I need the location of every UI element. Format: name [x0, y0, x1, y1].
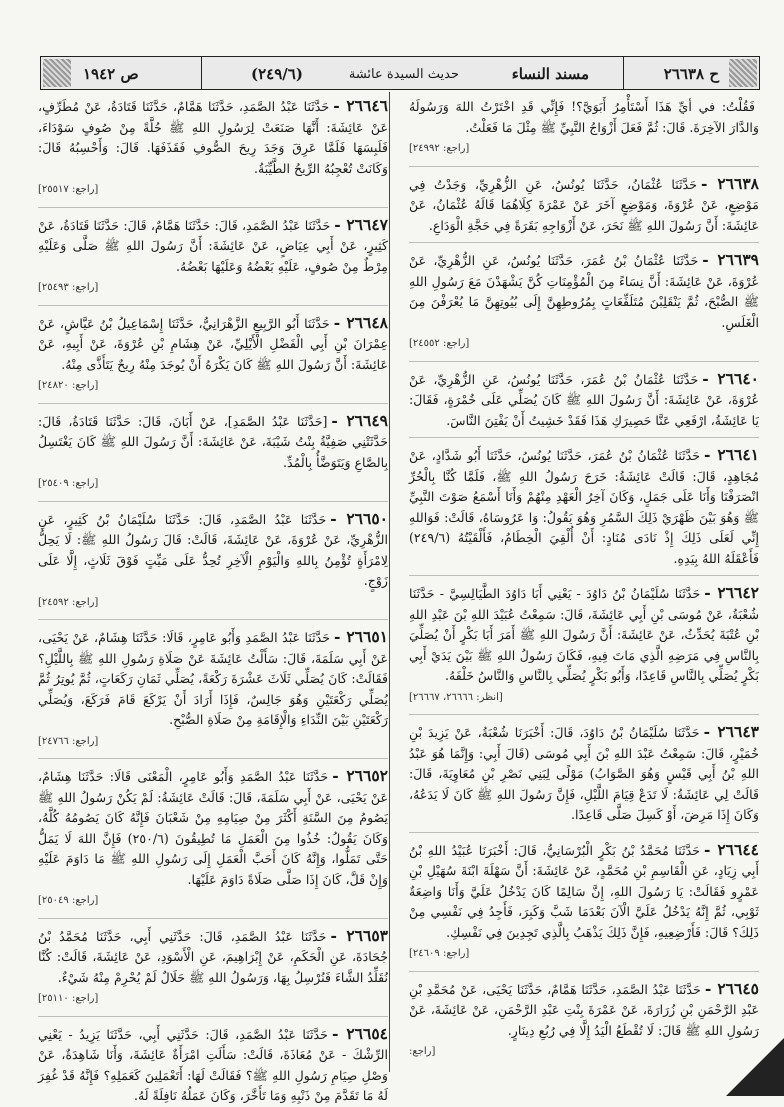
entry-separator [409, 714, 759, 715]
hadith-paragraph [38, 509, 388, 614]
hadith-number: ٢٦٦٤٢ - [704, 583, 759, 602]
hadith-paragraph [409, 96, 759, 160]
hadith-number: ٢٦٦٥٤ - [331, 1023, 388, 1043]
hadith-number: ٢٦٦٤٨ - [333, 312, 388, 332]
chapter-title: حديث السيدة عائشة [348, 67, 459, 82]
hadith-text: حَدَّثَنَا عَبْدُ الصَّمَدِ، قَالَ: حَدَّثَنِي أَبِي، حَدَّثَنَا يَزِيدُ - يَعْنِي الرِّشْكَ - عَنْ مُعَاذَةَ، قَالَتْ: سَأَلَتِ امْرَأَةٌ عَائِشَةَ، وَأَنَا شَاهِدَةٌ، عَنْ وَصْلِ صِيَامِ رَسُولِ اللهِ ﷺ؟ فَقَالَتْ لَهَا: أَتَعْمَلِينَ كَعَمَلِهِ؟ فَإِنَّهُ قَدْ غُفِرَ لَهُ مَا تَقَدَّمَ مِنْ ذَنْبِهِ وَمَا تَأَخَّرَ، وَكَانَ عَمَلُهُ نَافِلَةً لَهُ. [38, 1026, 388, 1103]
entry-separator [409, 575, 759, 576]
right-column [409, 96, 759, 1071]
hadith-text: حَدَّثَنَا عُثْمَانُ، حَدَّثَنَا يُونُسُ، عَنِ الزُّهْرِيِّ، وَجَدْتُ فِي مَوْضِعٍ، عَنْ عُرْوَةَ، وَمَوْضِعٍ آخَرَ عَنْ عَمْرَةَ كِلَاهُمَا قَالَهُ عُثْمَانُ، عَنْ عَائِشَةَ: أَنَّ رَسُولَ اللهِ ﷺ نَحَرَ، عَنْ أَزْوَاجِهِ بَقَرَةً فِي حَجَّةِ الْوَدَاعِ. [409, 176, 759, 233]
hadith-entry [409, 250, 759, 355]
entry-separator [409, 832, 759, 833]
entry-separator [409, 361, 759, 362]
hadith-text: حَدَّثَنَا عَبْدُ الصَّمَدِ وَأَبُو عَامِرٍ، قَالَا: حَدَّثَنَا هِشَامٌ، عَنْ يَحْيَى، عَنْ أَبِي سَلَمَةَ، قَالَ: سَأَلْتُ عَائِشَةَ عَنْ صَلَاةِ رَسُولِ اللهِ ﷺ بِاللَّيْلِ؟ فَقَالَتْ: كَانَ يُصَلِّي ثَلَاثَ عَشْرَةَ رَكْعَةً، يُصَلِّي ثَمَانِ رَكَعَاتٍ، ثُمَّ يُوتِرُ ثُمَّ يُصَلِّي رَكْعَتَيْنِ وَهُوَ جَالِسٌ، فَإِذَا أَرَادَ أَنْ يَرْكَعَ قَامَ فَرَكَعَ، وَيُصَلِّي رَكْعَتَيْنِ بَيْنَ النِّدَاءِ وَالْإِقَامَةِ مِنْ صَلَاةِ الصُّبْحِ. [38, 630, 388, 727]
hadith-number: ٢٦٦٤١ - [704, 445, 759, 464]
entry-separator [38, 918, 388, 919]
hadith-entry [409, 583, 759, 708]
header-divider [623, 57, 624, 89]
hadith-text: حَدَّثَنَا عَبْدُ الصَّمَدِ، قَالَ: حَدَّثَنَا سُلَيْمَانُ بْنُ كَثِيرٍ، عَنِ الزُّهْرِيِّ، عَنْ عُرْوَةَ، عَنْ عَائِشَةَ، قَالَتْ: قَالَ رَسُولُ اللهِ ﷺ: لَا يَحِلُّ لِامْرَأَةٍ تُؤْمِنُ بِاللهِ وَالْيَوْمِ الْآخِرِ تُحِدُّ عَلَى مَيِّتٍ فَوْقَ ثَلَاثٍ، إِلَّا عَلَى زَوْجٍ. [38, 511, 388, 588]
entry-separator [38, 403, 388, 404]
cross-reference: [راجع: ٢٤٥٥٢] [409, 338, 470, 349]
cross-reference: [راجع: ٢٤٦٠٩] [409, 948, 470, 959]
hadith-paragraph [38, 215, 388, 299]
cross-reference: [راجع: ٢٤٨٢٠] [38, 380, 99, 391]
volume-reference: (٢٤٩/٦) [251, 65, 303, 83]
hadith-number: ٢٦٦٥٣ - [330, 925, 388, 945]
hadith-paragraph [38, 313, 388, 397]
hadith-entry [38, 96, 388, 201]
hadith-paragraph [409, 722, 759, 826]
cross-reference: [راجع: ٢٤٥٩٢] [38, 596, 99, 608]
hadith-number: ٢٦٦٤٣ - [703, 722, 759, 741]
hadith-text: حَدَّثَنَا عَبْدُ الصَّمَدِ، قَالَ: حَدَّثَنَا هَمَّامٌ، قَالَ: حَدَّثَنَا قَتَادَةُ، عَنْ كَثِيرٍ، عَنْ أَبِي عِيَاضٍ، عَنْ عَائِشَةَ: أَنَّ رَسُولَ اللهِ ﷺ صَلَّى وَعَلَيْهِ مِرْطٌ مِنْ صُوفٍ، عَلَيْهِ بَعْضُهُ وَعَلَيْهَا بَعْضُهُ. [38, 217, 388, 274]
page-corner [726, 1038, 784, 1096]
entry-separator [409, 971, 759, 972]
hadith-entry [409, 96, 759, 160]
cross-reference: [انظر: ٢٦٦٦٦، ٢٦٦٦٧] [409, 691, 503, 703]
book-section-title: مسند النساء [511, 65, 589, 83]
hadith-entry [38, 926, 388, 1010]
hadith-number: ٢٦٦٤٧ - [334, 214, 388, 234]
entry-separator [409, 166, 759, 167]
hadith-paragraph [409, 369, 759, 432]
hadith-paragraph [409, 979, 759, 1063]
entry-separator [38, 758, 388, 759]
cross-reference: [راجع: ٢٥٤٠٩] [38, 478, 99, 489]
hadith-entry [38, 766, 388, 912]
hadith-paragraph [409, 445, 759, 569]
hadith-number: ٢٦٦٣٨ - [700, 173, 759, 193]
hadith-range: ح ٢٦٦٣٨ [663, 65, 719, 83]
hadith-paragraph [409, 174, 759, 237]
cross-reference: [راجع: ٢٥٠٤٩] [38, 895, 99, 906]
hadith-number: ٢٦٦٥٢ - [332, 766, 388, 785]
hadith-entry [409, 445, 759, 569]
hadith-entry [409, 722, 759, 826]
hadith-text: حَدَّثَنَا عُثْمَانُ بْنُ عُمَرَ، حَدَّثَنَا يُونُسُ، عَنِ الزُّهْرِيِّ، عَنْ عُرْوَةَ، عَنْ عَائِشَةَ: أَنَّ رَسُولَ اللهِ ﷺ كَانَ يُصَلِّي عَلَى خُمْرَةٍ، فَقَالَ: يَا عَائِشَةُ، ارْفَعِي عَنَّا حَصِيرَكِ هَذَا فَقَدْ خَشِيتُ أَنْ يَفْتِنَ النَّاسَ. [409, 371, 759, 428]
hadith-number: ٢٦٦٤٤ - [703, 839, 759, 859]
page-header [40, 56, 760, 90]
hadith-number: ٢٦٦٤٠ - [702, 368, 759, 388]
hadith-paragraph [38, 926, 388, 1010]
hadith-number: ٢٦٦٤٩ - [331, 410, 388, 430]
entry-separator [38, 619, 388, 620]
hadith-number: ٢٦٦٤٦ - [333, 96, 388, 115]
hadith-number: ٢٦٦٤٥ - [704, 978, 759, 998]
hadith-paragraph [38, 411, 388, 495]
hadith-number: ٢٦٦٣٩ - [702, 250, 759, 269]
entry-separator [409, 242, 759, 243]
cross-reference: [راجع: ٢٤٩٩٢] [409, 143, 470, 154]
hadith-entry [38, 1024, 388, 1107]
hadith-text: حَدَّثَنَا عَبْدُ الصَّمَدِ، قَالَ: حَدَّثَنِي أَبِي، حَدَّثَنَا مُحَمَّدُ بْنُ جُحَادَةَ، عَنِ الْحَكَمِ، عَنْ إِبْرَاهِيمَ، عَنِ الْأَسْوَدِ، عَنْ عَائِشَةَ، قَالَتْ: كُنَّا نُقَلِّدُ الشَّاءَ فَنُرْسِلُ بِهَا، وَرَسُولُ اللهِ ﷺ حَلَالٌ لَمْ يُحْرِمْ مِنْهُ شَيْءٌ. [38, 928, 388, 985]
header-divider [201, 57, 202, 89]
hadith-paragraph [409, 250, 759, 355]
left-column [38, 96, 388, 1103]
hadith-entry [409, 840, 759, 965]
cross-reference: [راجع: ٢٥٥١٧] [38, 184, 99, 195]
hadith-text: حَدَّثَنَا سُلَيْمَانُ بْنُ دَاوُدَ - يَعْنِي أَبَا دَاوُدَ الطَّيَالِسِيَّ - حَدَّثَنَا شُعْبَةُ، عَنْ مُوسَى بْنِ أَبِي عَائِشَةَ، قَالَ: سَمِعْتُ عُبَيْدَ اللهِ بْنَ عَبْدِ اللهِ بْنِ عُتْبَةَ يُحَدِّثُ، عَنْ عَائِشَةَ: أَنَّ رَسُولَ اللهِ ﷺ أَمَرَ أَبَا بَكْرٍ أَنْ يُصَلِّيَ بِالنَّاسِ فِي مَرَضِهِ الَّذِي مَاتَ فِيهِ، فَكَانَ رَسُولُ اللهِ ﷺ بَيْنَ يَدَيْ أَبِي بَكْرٍ يُصَلِّي بِالنَّاسِ قَاعِدًا، وَأَبُو بَكْرٍ يُصَلِّي بِالنَّاسِ وَالنَّاسُ خَلْفَهُ. [409, 586, 759, 683]
entry-separator [38, 1016, 388, 1017]
entry-separator [38, 501, 388, 502]
hadith-paragraph [409, 583, 759, 708]
cross-reference: [راجع: [409, 1046, 436, 1057]
column-divider [389, 92, 390, 1072]
hadith-entry [38, 313, 388, 397]
hadith-text: حَدَّثَنَا عُثْمَانُ بْنُ عُمَرَ، حَدَّثَنَا يُونُسُ، عَنِ الزُّهْرِيِّ، عَنْ عُرْوَةَ، عَنْ عَائِشَةَ: أَنَّ نِسَاءً مِنَ الْمُؤْمِنَاتِ كُنَّ يَشْهَدْنَ مَعَ رَسُولِ اللهِ ﷺ الصُّبْحَ، ثُمَّ يَنْقَلِبْنَ مُتَلَفِّعَاتٍ بِمُرُوطِهِنَّ إِلَى بُيُوتِهِنَّ مَا يُعْرَفْنَ مِنَ الْغَلَسِ. [409, 253, 759, 330]
hadith-text: حَدَّثَنَا أَبُو الرَّبِيعِ الزَّهْرَانِيُّ، حَدَّثَنَا إِسْمَاعِيلُ بْنُ عَيَّاشٍ، عَنْ عِمْرَانَ بْنِ أَبِي الْفَضْلِ الْأَيْلِيِّ، عَنْ هِشَامِ بْنِ عُرْوَةَ، عَنْ أَبِيهِ، عَنْ عَائِشَةَ: أَنَّ رَسُولَ اللهِ ﷺ كَانَ يَكْرَهُ أَنْ يُوجَدَ مِنْهُ رِيحٌ يَتَأَذَّى مِنْهُ. [38, 315, 388, 372]
hadith-entry [409, 174, 759, 237]
ornament-right-icon [729, 59, 757, 87]
hadith-text: حَدَّثَنَا عُثْمَانُ بْنُ عُمَرَ، حَدَّثَنَا يُونُسُ، حَدَّثَنَا أَبُو شَدَّادٍ، عَنْ مُجَاهِدٍ، قَالَ: قَالَتْ عَائِشَةُ: خَرَجَ رَسُولُ اللهِ ﷺ، فَلَمَّا كُنَّا بِالْحُرِّ انْصَرَفْنَا وَأَنَا عَلَى جَمَلٍ، وَكَانَ آخِرُ الْعَهْدِ مِنْهُمْ وَأَنَا أَسْمَعُ صَوْتَ النَّبِيِّ ﷺ وَهُوَ بَيْنَ ظَهْرَيْ ذَلِكَ السَّمُرِ وَهُوَ يَقُولُ: وَا عَرُوسَاهُ، قَالَتْ: فَوَاللهِ إِنِّي لَعَلَى ذَلِكَ إِذْ نَادَى مُنَادٍ: أَنْ أُلْقِيَ الْخِطَامُ، فَأَلْقَيْتُهُ (٢٤٩/٦) فَأَعْقَلَهُ اللهُ بِيَدِهِ. [409, 448, 759, 566]
hadith-number: ٢٦٦٥١ - [334, 627, 388, 646]
hadith-entry [409, 979, 759, 1063]
page-number: ص ١٩٤٢ [83, 65, 139, 83]
hadith-paragraph [38, 627, 388, 752]
hadith-text: حَدَّثَنَا سُلَيْمَانُ بْنُ دَاوُدَ، قَالَ: أَخْبَرَنَا شُعْبَةُ، عَنْ يَزِيدَ بْنِ خُمَيْرٍ، قَالَ: سَمِعْتُ عَبْدَ اللهِ بْنَ أَبِي مُوسَى (قَالَ أَبِي: وَإِنَّمَا هُوَ عَبْدُ اللهِ بْنُ أَبِي قَيْسٍ وَهُوَ الصَّوَابُ) مَوْلًى لِبَنِي نَصْرِ بْنِ مُعَاوِيَةَ، قَالَ: قَالَتْ لِي عَائِشَةُ: لَا تَدَعْ قِيَامَ اللَّيْلِ، فَإِنَّ رَسُولَ اللهِ ﷺ كَانَ لَا يَدَعُهُ، وَكَانَ إِذَا مَرِضَ، أَوْ كَسِلَ صَلَّى قَاعِدًا. [409, 725, 759, 822]
cross-reference: [راجع: ٢٥١١٠] [38, 993, 99, 1004]
hadith-entry [38, 411, 388, 495]
entry-separator [38, 207, 388, 208]
hadith-text: [حَدَّثَنَا عَبْدُ الصَّمَدِ]، عَنْ أَبَانَ، قَالَ: حَدَّثَنَا قَتَادَةُ، قَالَ: حَدَّثَتْنِي صَفِيَّةُ بِنْتُ شَيْبَةَ، عَنْ عَائِشَةَ: أَنَّ رَسُولَ اللهِ ﷺ كَانَ يَغْتَسِلُ بِالصَّاعِ وَيَتَوَضَّأُ بِالْمُدِّ. [38, 413, 388, 470]
hadith-text: حَدَّثَنَا عَبْدُ الصَّمَدِ وَأَبُو عَامِرٍ، الْمَعْنَى قَالَا: حَدَّثَنَا هِشَامٌ، عَنْ يَحْيَى، عَنْ أَبِي سَلَمَةَ، قَالَ: قَالَتْ عَائِشَةُ: لَمْ يَكُنْ رَسُولُ اللهِ ﷺ يَصُومُ مِنَ السَّنَةِ أَكْثَرَ مِنْ صِيَامِهِ مِنْ شَعْبَانَ فَإِنَّهُ كَانَ يَصُومُهُ كُلَّهُ، وَكَانَ يَقُولُ: خُذُوا مِنَ الْعَمَلِ مَا تُطِيقُونَ (٢٥٠/٦) فَإِنَّ اللهَ لَا يَمَلُّ حَتَّى تَمَلُّوا، وَإِنَّهُ كَانَ أَحَبَّ الْعَمَلِ إِلَى رَسُولِ اللهِ ﷺ مَا دَاوَمَ عَلَيْهِ وَإِنْ قَلَّ، كَانَ إِذَا صَلَّى صَلَاةً دَاوَمَ عَلَيْهَا. [38, 769, 388, 887]
hadith-entry [38, 509, 388, 614]
entry-separator [38, 305, 388, 306]
entry-separator [409, 437, 759, 438]
hadith-entry [38, 627, 388, 752]
hadith-number: ٢٦٦٥٠ - [330, 508, 388, 528]
hadith-paragraph [38, 766, 388, 912]
cross-reference: [راجع: ٢٥٤٩٣] [38, 282, 99, 293]
hadith-text: فَقُلْتُ: في أيِّ هَذَا أَسْتَأْمِرُ أَبَوَيَّ؟! فَإِنِّي قَدِ اخْتَرْتُ اللهَ وَرَسُولَهُ وَالدَّارَ الآخِرَةَ. قَالَ: ثُمَّ فَعَلَ أَزْوَاجُ النَّبِيِّ ﷺ مِثْلَ مَا فَعَلْتُ. [409, 99, 759, 135]
hadith-entry [409, 369, 759, 432]
hadith-paragraph [409, 840, 759, 965]
hadith-text: حَدَّثَنَا مُحَمَّدُ بْنُ بَكْرٍ الْبُرْسَانِيُّ، قَالَ: أَخْبَرَنَا عُبَيْدُ اللهِ بْنُ أَبِي زِيَادٍ، عَنِ الْقَاسِمِ بْنِ مُحَمَّدٍ، عَنْ عَائِشَةَ: أَنَّ سَهْلَةَ ابْنَةَ سُهَيْلِ بْنِ عَمْرٍو فَقَالَتْ: يَا رَسُولَ اللهِ، إِنَّ سَالِمًا كَانَ يَدْخُلُ عَلَيَّ وَأَنَا وَاضِعَةٌ ثَوْبِي، ثُمَّ إِنَّهُ يَدْخُلُ عَلَيَّ الْآنَ بَعْدَمَا شَبَّ وَكَبِرَ، فَأَجِدُ فِي نَفْسِي مِنْ ذَلِكَ؟ قَالَ: فَأَرْضِعِيهِ، فَإِنَّ ذَلِكَ يَذْهَبُ بِالَّذِي تَجِدِينَ فِي نَفْسِكِ. [409, 842, 759, 940]
hadith-paragraph [38, 1024, 388, 1107]
ornament-left-icon [43, 59, 71, 87]
hadith-entry [38, 215, 388, 299]
cross-reference: [راجع: ٢٤٧٦٦] [38, 735, 99, 747]
hadith-text: حَدَّثَنَا عَبْدُ الصَّمَدِ، حَدَّثَنَا هَمَّامٌ، حَدَّثَنَا يَحْيَى، عَنْ مُحَمَّدِ بْنِ عَبْدِ الرَّحْمَنِ بْنِ زُرَارَةَ، عَنْ عَمْرَةَ بِنْتِ عَبْدِ الرَّحْمَنِ، عَنْ عَائِشَةَ، عَنْ رَسُولِ اللهِ ﷺ قَالَ: لَا تُقْطَعُ الْيَدُ إِلَّا فِي رُبُعِ دِينَارٍ. [409, 981, 759, 1038]
hadith-text: حَدَّثَنَا عَبْدُ الصَّمَدِ، حَدَّثَنَا هَمَّامٌ، حَدَّثَنَا قَتَادَةُ، عَنْ مُطَرِّفٍ، عَنْ عَائِشَةَ: أَنَّهَا صَنَعَتْ لِرَسُولِ اللهِ ﷺ حُلَّةً مِنْ صُوفٍ سَوْدَاءَ، فَلَبِسَهَا فَلَمَّا عَرِقَ وَجَدَ رِيحَ الصُّوفِ فَقَذَفَهَا. قَالَ: وَأَحْسِبُهُ قَالَ: وَكَانَتْ تُعْجِبُهُ الرِّيحُ الطَّيِّبَةُ. [38, 99, 388, 176]
hadith-paragraph [38, 96, 388, 201]
